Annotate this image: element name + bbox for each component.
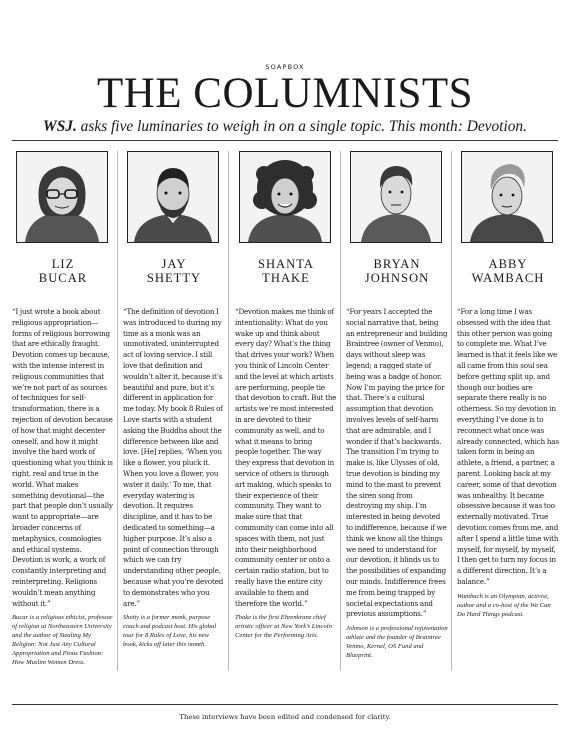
columnist-quote: “The definition of devotion I was introduced to during my time as a monk was an unmotivated, uninterrupted act of loving service. I still love that definition and wouldn’t alter it, because it’s beautiful and pure, but it’s different in application for me today. My book 8 Rules of Love starts with a student asking the Buddha about the difference between like and love. [He] replies, ‘When you like a flower, you pluck it. When you love a flower, you water it daily.’ To me, that everyday watering is devotion. It requires discipline, and it has to be dedicated to something—a higher purpose. It’s also a point of connection through which we can try understanding other people, because what you’re devoted to demonstrates who you are.”: [123, 307, 224, 608]
columnist-name: ABBY WAMBACH: [471, 257, 545, 285]
columnist-bio: Thake is the first Ehrenkranz chief artistic officer at New York’s Lincoln Center for the Performing Arts.: [235, 614, 332, 640]
page-title: THE COLUMNISTS: [96, 70, 474, 117]
columnist-bucar: [12, 151, 114, 667]
columnist-name: SHANTA THAKE: [257, 257, 315, 285]
brand-mark: WSJ.: [43, 118, 77, 135]
section-kicker: SOAPBOX: [265, 63, 305, 71]
portrait-bryan-johnson: [350, 151, 442, 243]
portrait-jay-shetty: [127, 151, 219, 243]
columnist-thake: [235, 151, 337, 640]
footer-rule: [12, 704, 558, 705]
column-divider: [117, 151, 118, 671]
editorial-footnote: These interviews have been edited and condensed for clarity.: [179, 713, 391, 721]
columnist-bio: Shetty is a former monk, purpose coach and podcast host. His global tour for 8 Rules of Love, his new book, kicks off later this month.: [123, 614, 217, 649]
header-rule: [12, 140, 558, 141]
columnist-bio: Bucar is a religious ethicist, professor of religion at Northeastern University and the author of Stealing My Religion: Not Just Any Cultural Appropriation and Pious Fashion: How Muslim Women Dress.: [12, 614, 113, 667]
columnist-name: LIZ BUCAR: [38, 257, 88, 285]
subtitle-text: asks five luminaries to weigh in on a single topic. This month: Devotion.: [76, 118, 527, 135]
columnist-quote: “I just wrote a book about religious appropriation—forms of religious borrowing that are ethically fraught. Devotion comes up because, with the intense interest in religious communities that we’re not part of as sources of techniques for self-transformation, there is a rejection of devotion because of how that might decenter oneself, and how it might involve the hard work of questioning what you think is right, real and true in the world. What makes something devotional—the part that people don’t usually want to appropriate—are broader concerns of metaphysics, cosmologies and ethical systems. Devotion is work, a work of constantly interpreting and reinterpreting. Religions wouldn’t mean anything without it.”: [12, 307, 113, 608]
columnist-johnson: [346, 151, 448, 660]
columnist-quote: “Devotion makes me think of intentionality: What do you wake up and think about every day? What’s the thing that drives your work? When you think of Lincoln Center and the level at which artists are performing, people tie that devotion to craft. But the artists we’re most interested in are devoted to their community as well, and to what it means to bring people together. The way they express that devotion in service of others is through art making, which speaks to their experience of their community. They want to make sure that that community can come into all spaces with them, not just into their neighborhood community center or onto a certain radio station, but to really have the entire city available to them and therefore the world.”: [235, 307, 337, 608]
columnist-bio: Wambach is an Olympian, activist, author and a co-host of the We Can Do Hard Things podcast.: [457, 592, 551, 618]
column-divider: [451, 151, 452, 671]
columnist-name: BRYAN JOHNSON: [364, 257, 430, 285]
columnist-shetty: [123, 151, 225, 649]
portrait-shanta-thake: [239, 151, 331, 243]
columnist-wambach: [457, 151, 559, 619]
columnist-bio: Johnson is a professional rejuvenation athlete and the founder of Braintree Venmo, Kernel, OS Fund and Blueprint.: [346, 625, 448, 660]
column-divider: [340, 151, 341, 671]
subtitle: [0, 117, 570, 137]
columnist-quote: “For a long time I was obsessed with the idea that this other person was going to complete me. What I’ve learned is that it feels like we all came from this soul sea before getting split up, and though our bodies are separate there really is no otherness. So my devotion in everything I’ve done is to reconnect what once was already connected, which has taken form in being an athlete, a friend, a partner, a parent. Looking back at my career, some of that devotion was unhealthy. It became obsessive because it was too externally motivated. True devotion comes from me, and after I spend a little time with myself, for myself, by myself, I then get to turn my focus in a different direction. It’s a balance.”: [457, 307, 559, 586]
portrait-abby-wambach: [461, 151, 553, 243]
columnist-name: JAY SHETTY: [146, 257, 202, 285]
column-divider: [228, 151, 229, 671]
portrait-liz-bucar: [16, 151, 108, 243]
columnist-quote: “For years I accepted the social narrative that, being an entrepreneur and building Braintree (owner of Venmo), days without sleep was legend; a ragged state of being was a badge of honor. Now I’m paying the price for that. There’s a cultural assumption that devotion involves levels of self-harm that are admirable, and I wonder if that’s backwards. The transition I’m trying to make is, like Ulysses of old, true devotion is binding my mind to the mast to prevent the siren song from destroying my ship. I’m interested in being devoted to indifference, because if we think we know all the things we need to understand for our devotion, it blinds us to the possibilities of expanding our minds. Indifference frees me from being trapped by societal expectations and previous assumptions.”: [346, 307, 448, 619]
